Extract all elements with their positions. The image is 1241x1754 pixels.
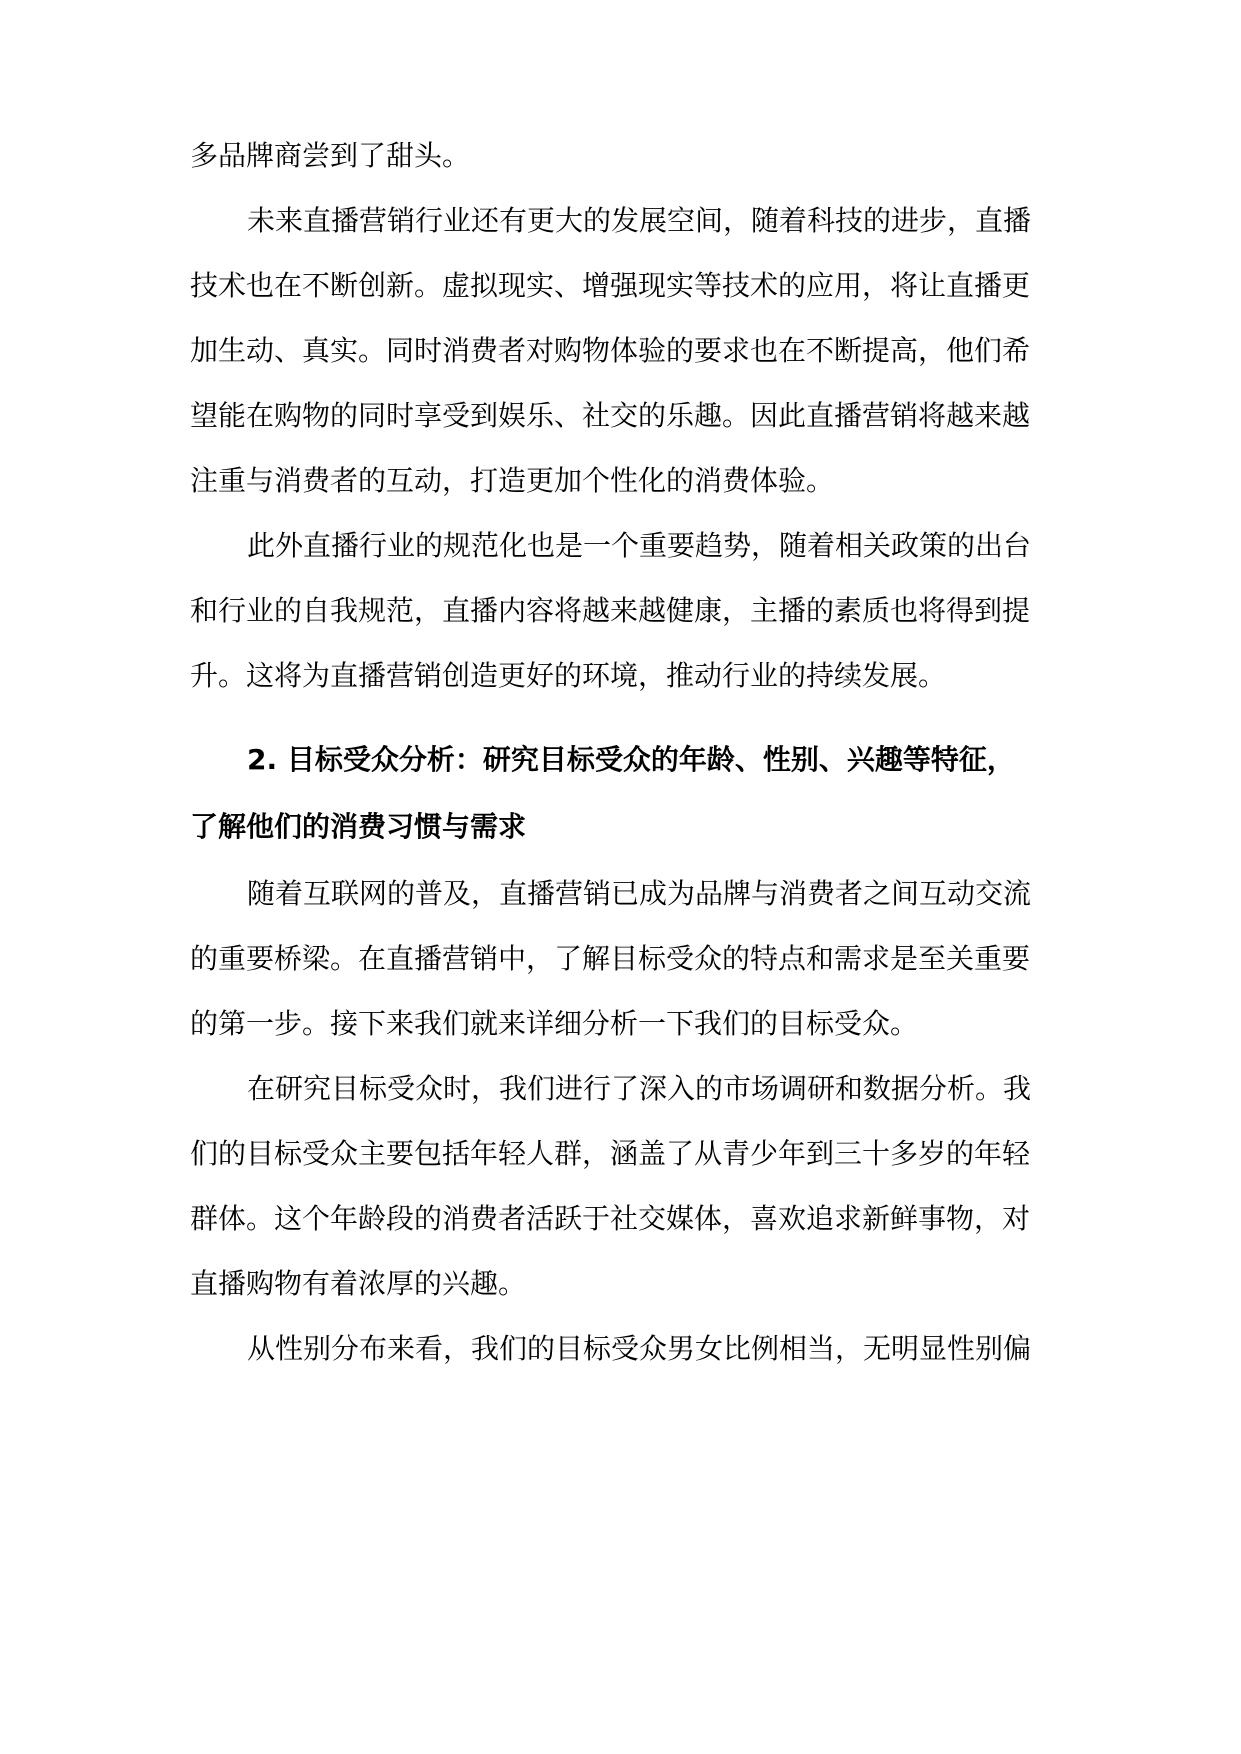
paragraph-line: 未来直播营销行业还有更大的发展空间，随着科技的进步，直播 [247,204,1032,237]
paragraph-line: 从性别分布来看，我们的目标受众男女比例相当，无明显性别偏 [247,1332,1032,1365]
paragraph-line: 加生动、真实。同时消费者对购物体验的要求也在不断提高，他们希 [190,334,1031,367]
paragraph-line: 注重与消费者的互动，打造更加个性化的消费体验。 [190,464,835,497]
paragraph-line: 的重要桥梁。在直播营销中，了解目标受众的特点和需求是至关重要 [190,942,1031,975]
paragraph-line: 随着互联网的普及，直播营销已成为品牌与消费者之间互动交流 [247,877,1032,910]
paragraph-line: 技术也在不断创新。虚拟现实、增强现实等技术的应用，将让直播更 [190,269,1031,302]
paragraph-line: 在研究目标受众时，我们进行了深入的市场调研和数据分析。我 [247,1072,1032,1105]
paragraph-line: 望能在购物的同时享受到娱乐、社交的乐趣。因此直播营销将越来越 [190,399,1031,432]
paragraph-line: 群体。这个年龄段的消费者活跃于社交媒体，喜欢追求新鲜事物，对 [190,1202,1031,1235]
paragraph-line: 多品牌商尝到了甜头。 [190,139,471,172]
paragraph-line: 和行业的自我规范，直播内容将越来越健康，主播的素质也将得到提 [190,594,1031,627]
section-heading: 了解他们的消费习惯与需求 [190,810,527,843]
paragraph-line: 们的目标受众主要包括年轻人群，涵盖了从青少年到三十多岁的年轻 [190,1137,1031,1170]
paragraph-line: 此外直播行业的规范化也是一个重要趋势，随着相关政策的出台 [247,529,1032,562]
section-heading: 2. 目标受众分析：研究目标受众的年龄、性别、兴趣等特征， [247,743,1015,776]
paragraph-line: 的第一步。接下来我们就来详细分析一下我们的目标受众。 [190,1007,919,1040]
paragraph-line: 升。这将为直播营销创造更好的环境，推动行业的持续发展。 [190,659,947,692]
paragraph-line: 直播购物有着浓厚的兴趣。 [190,1267,527,1300]
